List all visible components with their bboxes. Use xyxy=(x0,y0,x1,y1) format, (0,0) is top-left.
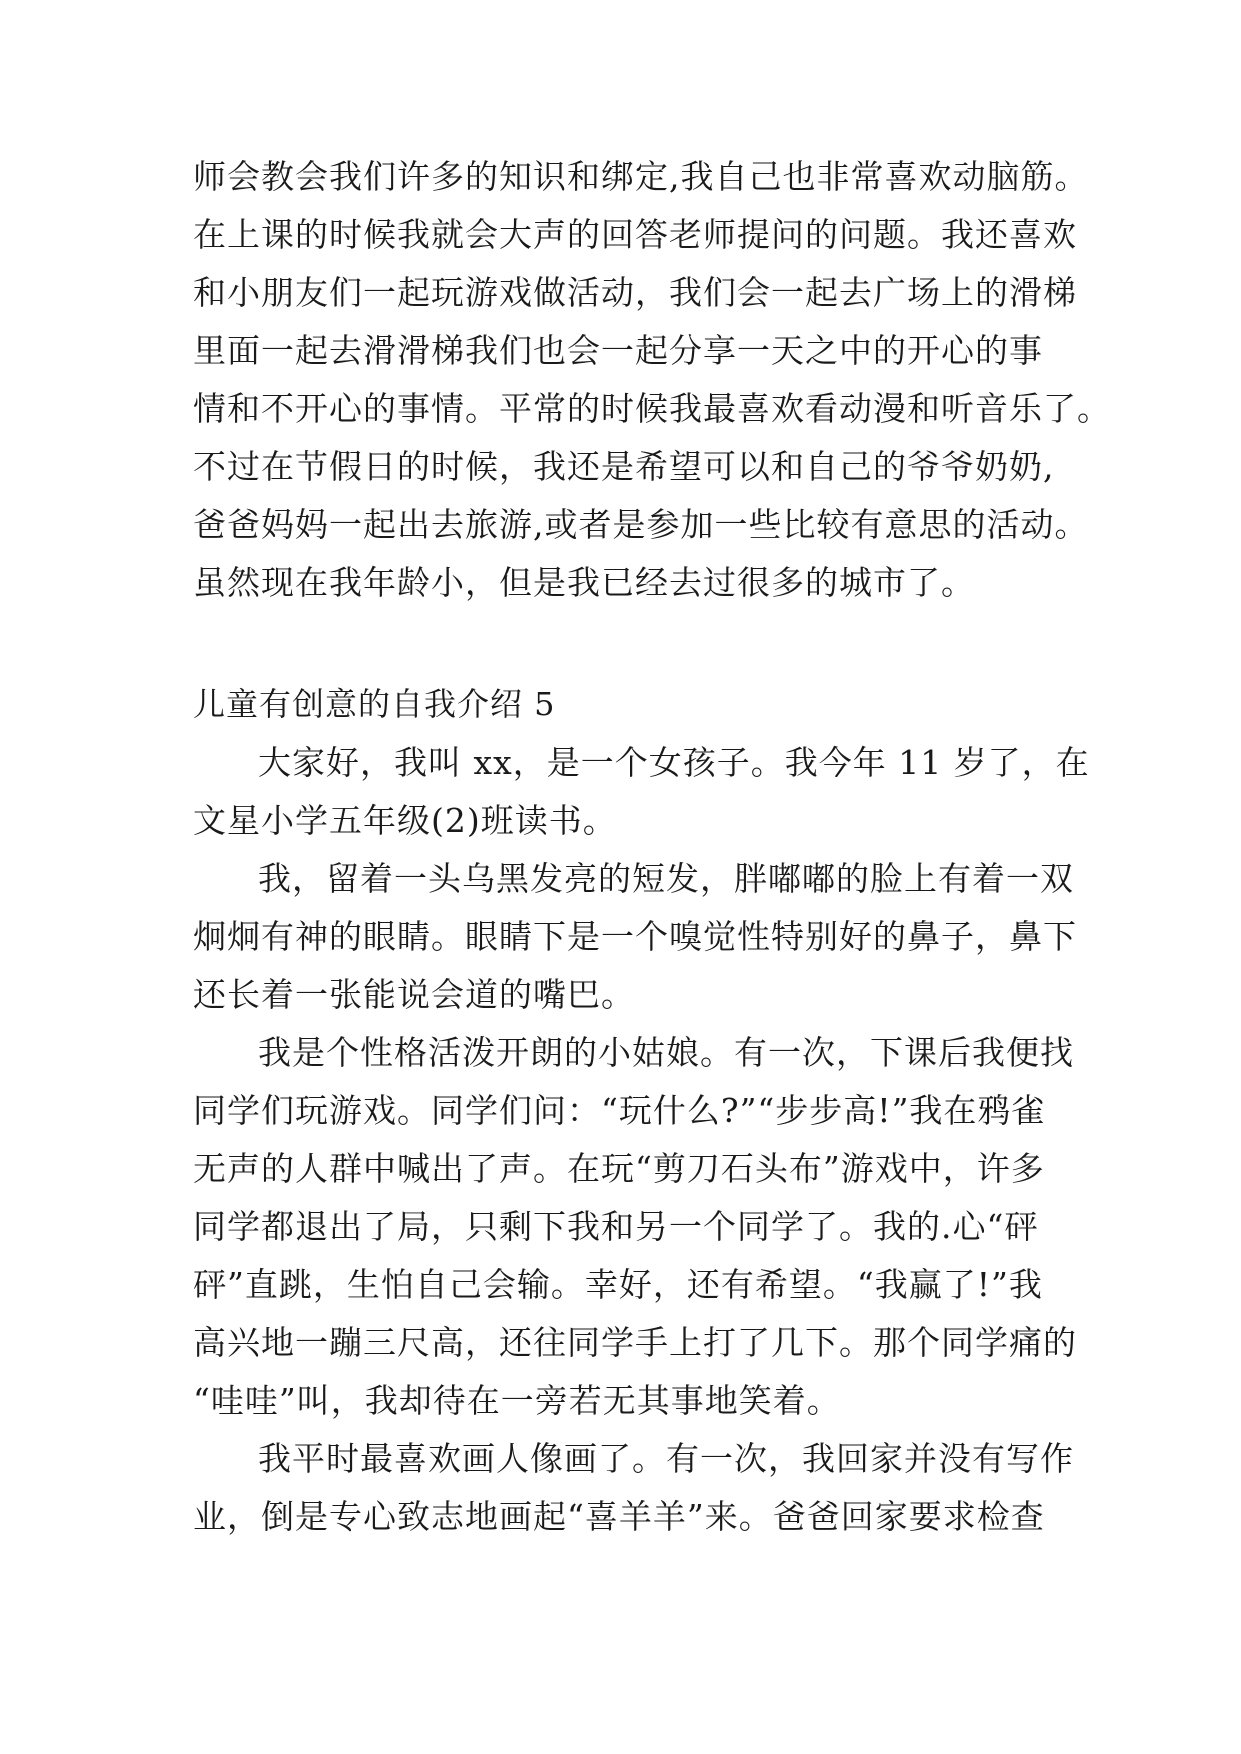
text-line: 还长着一张能说会道的嘴巴。 xyxy=(193,975,635,1014)
text-line: 砰”直跳，生怕自己会输。幸好，还有希望。“我赢了!”我 xyxy=(193,1265,1043,1304)
text-line: 同学们玩游戏。同学们问：“玩什么?”“步步高!”我在鸦雀 xyxy=(193,1091,1046,1130)
paragraph-first-line: 我，留着一头乌黑发亮的短发，胖嘟嘟的脸上有着一双 xyxy=(258,859,1074,898)
text-line: “哇哇”叫，我却待在一旁若无其事地笑着。 xyxy=(193,1381,841,1420)
text-line: 情和不开心的事情。平常的时候我最喜欢看动漫和听音乐了。 xyxy=(193,389,1111,428)
text-line: 师会教会我们许多的知识和绑定,我自己也非常喜欢动脑筋。 xyxy=(193,157,1089,196)
text-line: 无声的人群中喊出了声。在玩“剪刀石头布”游戏中，许多 xyxy=(193,1149,1045,1188)
text-line: 里面一起去滑滑梯我们也会一起分享一天之中的开心的事 xyxy=(193,331,1043,370)
text-line: 和小朋友们一起玩游戏做活动，我们会一起去广场上的滑梯 xyxy=(193,273,1077,312)
text-line: 同学都退出了局，只剩下我和另一个同学了。我的.心“砰 xyxy=(193,1207,1039,1246)
text-line: 爸爸妈妈一起出去旅游,或者是参加一些比较有意思的活动。 xyxy=(193,505,1089,544)
text-line: 虽然现在我年龄小，但是我已经去过很多的城市了。 xyxy=(193,563,975,602)
text-line: 高兴地一蹦三尺高，还往同学手上打了几下。那个同学痛的 xyxy=(193,1323,1077,1362)
text-line: 文星小学五年级(2)班读书。 xyxy=(193,801,617,840)
section-title: 儿童有创意的自我介绍 5 xyxy=(193,685,556,723)
text-line: 业，倒是专心致志地画起“喜羊羊”来。爸爸回家要求检查 xyxy=(193,1497,1045,1536)
paragraph-first-line: 我平时最喜欢画人像画了。有一次，我回家并没有写作 xyxy=(258,1439,1074,1478)
paragraph-first-line: 大家好，我叫 xx，是一个女孩子。我今年 11 岁了，在 xyxy=(258,743,1090,782)
text-line: 在上课的时候我就会大声的回答老师提问的问题。我还喜欢 xyxy=(193,215,1077,254)
text-line: 炯炯有神的眼睛。眼睛下是一个嗅觉性特别好的鼻子，鼻下 xyxy=(193,917,1077,956)
text-line: 不过在节假日的时候，我还是希望可以和自己的爷爷奶奶, xyxy=(193,447,1055,486)
paragraph-first-line: 我是个性格活泼开朗的小姑娘。有一次，下课后我便找 xyxy=(258,1033,1074,1072)
